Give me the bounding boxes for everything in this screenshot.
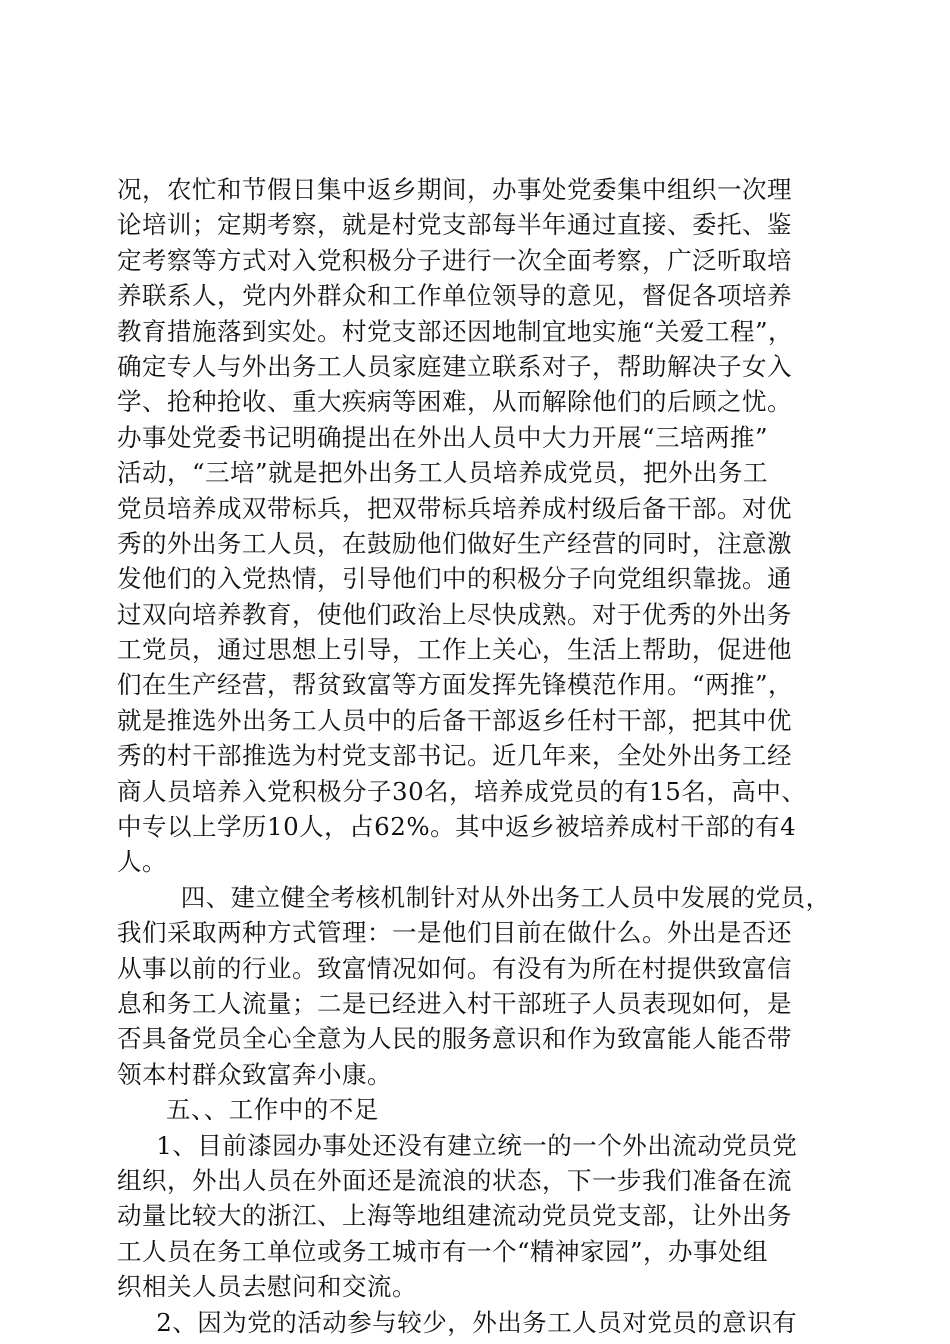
text-line: 论培训；定期考察，就是村党支部每半年通过直接、委托、鉴 bbox=[117, 210, 792, 240]
text-line: 就是推选外出务工人员中的后备干部返乡任村干部，把其中优 bbox=[117, 705, 792, 735]
text-line: 领本村群众致富奔小康。 bbox=[117, 1059, 392, 1089]
text-line: 况，农忙和节假日集中返乡期间，办事处党委集中组织一次理 bbox=[117, 175, 792, 204]
text-line: 动量比较大的浙江、上海等地组建流动党员党支部，让外出务 bbox=[117, 1201, 792, 1231]
list-item-one-line: 1、目前漆园办事处还没有建立统一的一个外出流动党员党 bbox=[156, 1130, 798, 1160]
text-line: 养联系人，党内外群众和工作单位领导的意见，督促各项培养 bbox=[117, 281, 792, 311]
text-line: 人。 bbox=[117, 847, 167, 877]
text-line: 息和务工人流量；二是已经进入村干部班子人员表现如何，是 bbox=[117, 988, 792, 1018]
section-five-heading: 五、、工作中的不足 bbox=[166, 1095, 379, 1125]
text-line: 秀的村干部推选为村党支部书记。近几年来，全处外出务工经 bbox=[117, 741, 792, 771]
text-line: 确定专人与外出务工人员家庭建立联系对子，帮助解决子女入 bbox=[117, 351, 792, 381]
text-line: 秀的外出务工人员，在鼓励他们做好生产经营的同时，注意激 bbox=[117, 528, 792, 558]
paragraph-shortcoming-two bbox=[117, 1305, 837, 1340]
text-line: 过双向培养教育，使他们政治上尽快成熟。对于优秀的外出务 bbox=[117, 599, 792, 629]
text-line: 织相关人员去慰问和交流。 bbox=[117, 1272, 417, 1302]
text-line: 我们采取两种方式管理：一是他们目前在做什么。外出是否还 bbox=[117, 918, 792, 948]
list-item-two-line: 2、因为党的活动参与较少，外出务工人员对党员的意识有 bbox=[156, 1307, 798, 1337]
text-line: 活动，“三培”就是把外出务工人员培养成党员，把外出务工 bbox=[117, 458, 769, 488]
paragraph-training-and-three-cultivate bbox=[117, 172, 837, 880]
text-line: 学、抢种抢收、重大疾病等困难，从而解除他们的后顾之忧。 bbox=[117, 387, 792, 417]
paragraph-shortcoming-one bbox=[117, 1128, 837, 1305]
text-line: 从事以前的行业。致富情况如何。有没有为所在村提供致富信 bbox=[117, 953, 792, 983]
text-line: 工人员在务工单位或务工城市有一个“精神家园”，办事处组 bbox=[117, 1236, 769, 1266]
text-line: 中专以上学历10人，占62%。其中返乡被培养成村干部的有4 bbox=[117, 812, 797, 842]
text-line: 工党员，通过思想上引导，工作上关心，生活上帮助，促进他 bbox=[117, 635, 792, 665]
text-line: 定考察等方式对入党积极分子进行一次全面考察，广泛听取培 bbox=[117, 245, 792, 275]
section-four-heading-line: 四、建立健全考核机制针对从外出务工人员中发展的党员， bbox=[180, 882, 831, 912]
text-line: 党员培养成双带标兵，把双带标兵培养成村级后备干部。对优 bbox=[117, 493, 792, 523]
text-line: 发他们的入党热情，引导他们中的积极分子向党组织靠拢。通 bbox=[117, 564, 792, 594]
document-body bbox=[117, 172, 837, 1340]
text-line: 们在生产经营，帮贫致富等方面发挥先锋模范作用。“两推”， bbox=[117, 670, 794, 700]
text-line: 教育措施落到实处。村党支部还因地制宜地实施“关爱工程”， bbox=[117, 316, 794, 346]
paragraph-section-five-heading bbox=[117, 1092, 837, 1127]
text-line: 组织，外出人员在外面还是流浪的状态，下一步我们准备在流 bbox=[117, 1165, 792, 1195]
text-line: 否具备党员全心全意为人民的服务意识和作为致富能人能否带 bbox=[117, 1024, 792, 1054]
text-line: 办事处党委书记明确提出在外出人员中大力开展“三培两推” bbox=[117, 422, 769, 452]
text-line: 商人员培养入党积极分子30名，培养成党员的有15名，高中、 bbox=[117, 776, 807, 806]
paragraph-section-four bbox=[117, 880, 837, 1092]
